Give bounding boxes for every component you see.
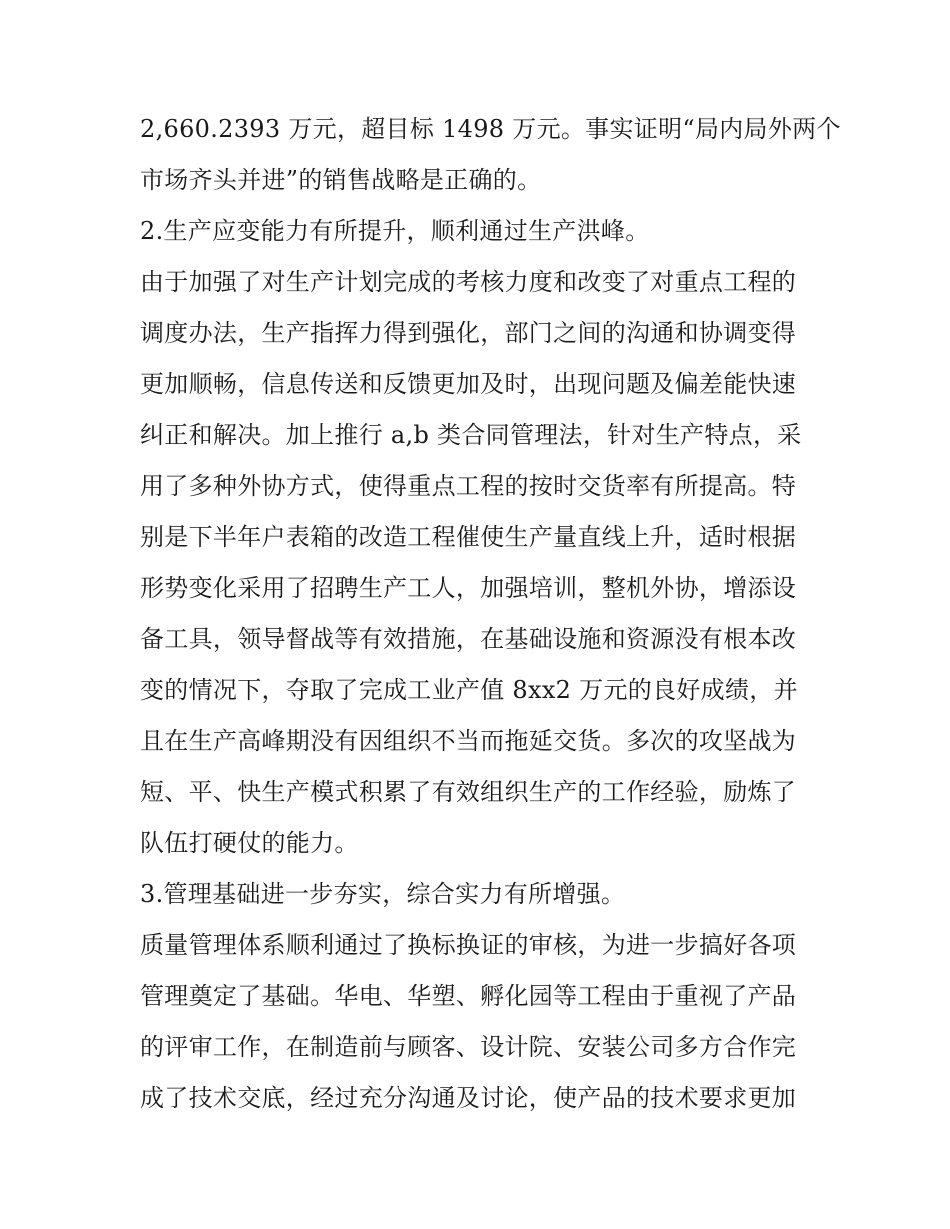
text-line: 队伍打硬仗的能力。: [140, 829, 359, 857]
section-heading: 2.生产应变能力有所提升，顺利通过生产洪峰。: [140, 217, 650, 245]
text-line: 短、平、快生产模式积累了有效组织生产的工作经验，励炼了: [140, 778, 797, 806]
text-line: 别是下半年户表箱的改造工程催使生产量直线上升，适时根据: [140, 523, 797, 551]
text-line: 质量管理体系顺利通过了换标换证的审核，为进一步搞好各项: [140, 931, 797, 959]
text-line: 用了多种外协方式，使得重点工程的按时交货率有所提高。特: [140, 472, 797, 500]
text-line: 变的情况下，夺取了完成工业产值 8xx2 万元的良好成绩，并: [140, 676, 798, 704]
text-line: 由于加强了对生产计划完成的考核力度和改变了对重点工程的: [140, 268, 797, 296]
text-line: 形势变化采用了招聘生产工人，加强培训，整机外协，增添设: [140, 574, 797, 602]
text-line: 的评审工作，在制造前与顾客、设计院、安装公司多方合作完: [140, 1033, 797, 1061]
text-line: 纠正和解决。加上推行 a,b 类合同管理法，针对生产特点，采: [140, 421, 802, 449]
section-heading: 3.管理基础进一步夯实，综合实力有所增强。: [140, 880, 626, 908]
text-line: 市场齐头并进”的销售战略是正确的。: [140, 166, 542, 194]
text-line: 调度办法，生产指挥力得到强化，部门之间的沟通和协调变得: [140, 319, 797, 347]
text-line: 备工具，领导督战等有效措施，在基础设施和资源没有根本改: [140, 625, 797, 653]
body-text: [140, 104, 841, 1124]
text-line: 2,660.2393 万元，超目标 1498 万元。事实证明“局内局外两个: [140, 115, 841, 143]
text-line: 成了技术交底，经过充分沟通及讨论，使产品的技术要求更加: [140, 1084, 797, 1112]
text-line: 且在生产高峰期没有因组织不当而拖延交货。多次的攻坚战为: [140, 727, 797, 755]
text-line: 管理奠定了基础。华电、华塑、孵化园等工程由于重视了产品: [140, 982, 797, 1010]
text-line: 更加顺畅，信息传送和反馈更加及时，出现问题及偏差能快速: [140, 370, 797, 398]
